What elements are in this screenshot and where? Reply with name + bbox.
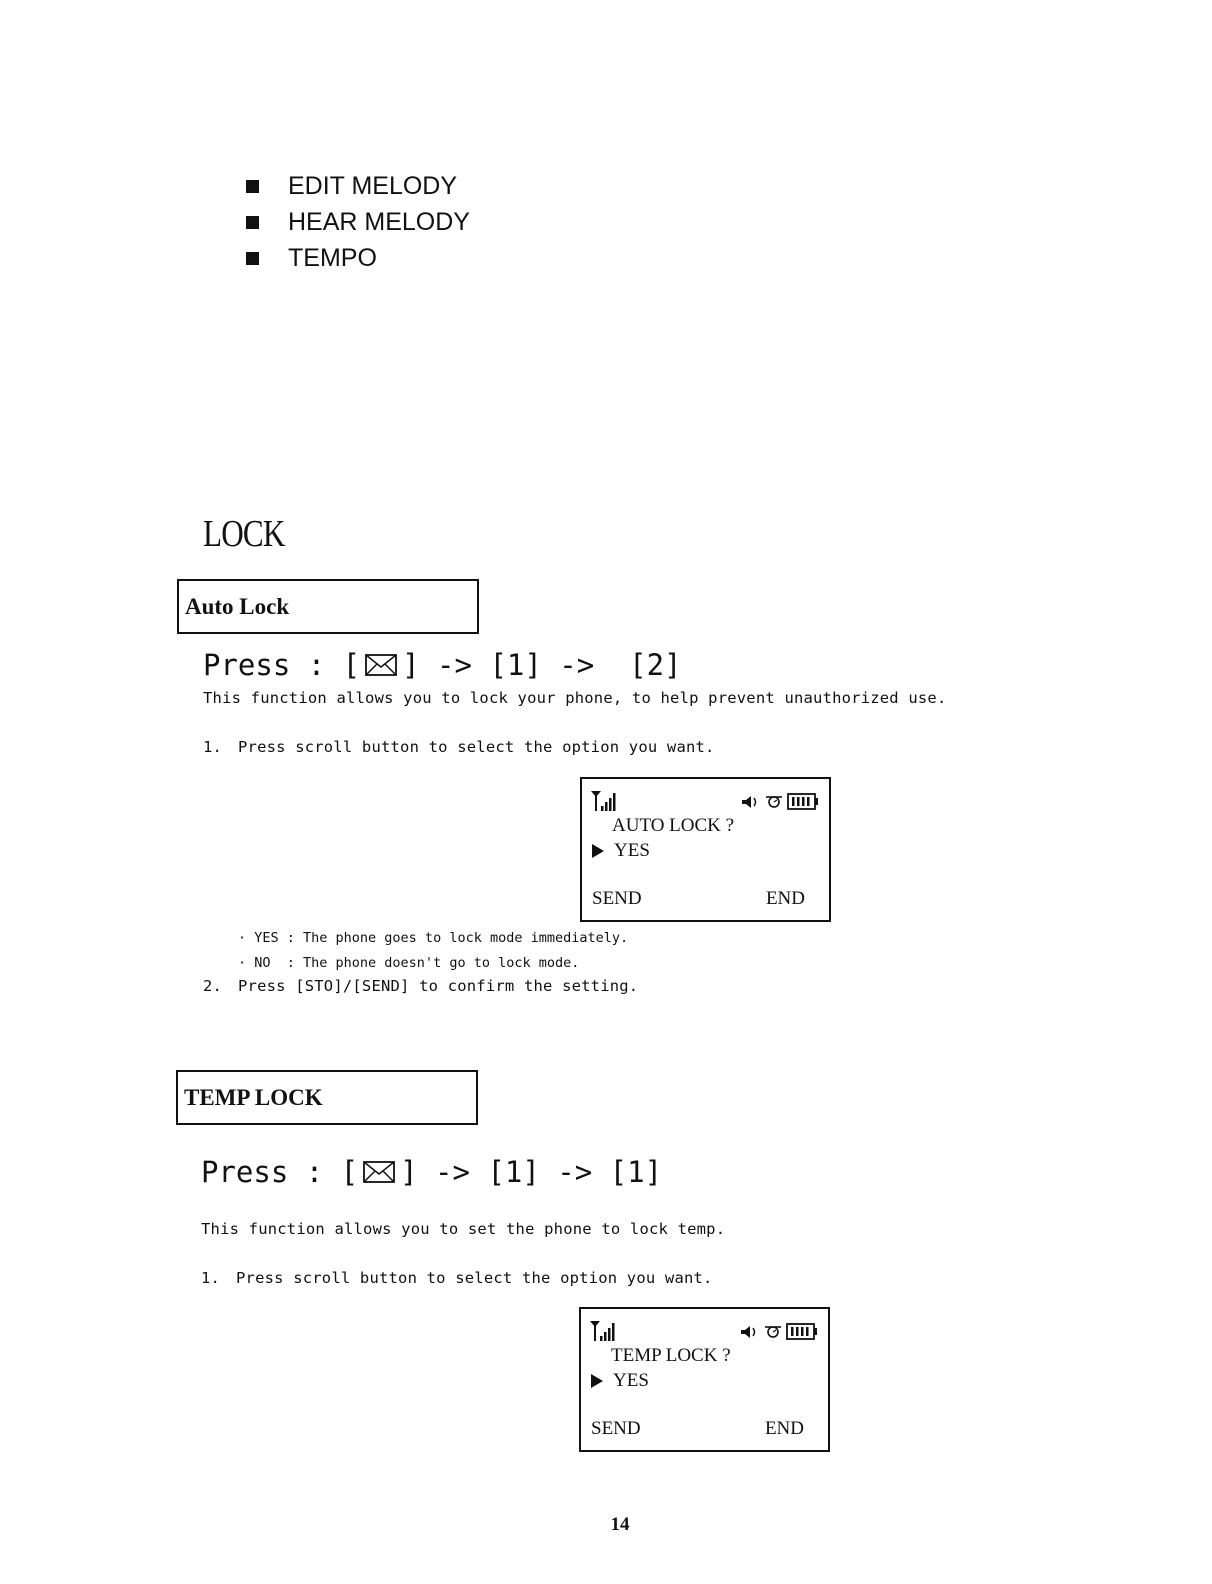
envelope-icon	[364, 652, 398, 678]
press-prefix: Press : [	[203, 648, 361, 682]
square-bullet-icon	[246, 252, 259, 265]
screen-option	[592, 840, 650, 862]
menu-item-hear-melody: HEAR MELODY	[288, 207, 470, 236]
signal-strength-icon	[591, 791, 616, 811]
press-suffix: ] -> [1] -> [2]	[402, 648, 682, 682]
page-number: 14	[610, 1514, 630, 1535]
auto-lock-step-2	[203, 977, 638, 995]
temp-lock-key-sequence	[201, 1155, 662, 1189]
screen-prompt: AUTO LOCK ?	[612, 815, 735, 836]
press-suffix: ] -> [1] -> [1]	[400, 1155, 663, 1189]
section-title: LOCK	[203, 513, 285, 555]
right-softkey-label: END	[764, 1418, 804, 1439]
press-prefix: Press : [	[201, 1155, 359, 1189]
auto-lock-heading: Auto Lock	[185, 593, 290, 619]
alarm-icon	[766, 797, 782, 807]
speaker-icon	[741, 1326, 755, 1338]
left-softkey-label: SEND	[591, 1418, 641, 1439]
option-label: YES	[613, 1370, 649, 1391]
screen-prompt: TEMP LOCK ?	[611, 1345, 731, 1366]
step-text: Press scroll button to select the option you want.	[238, 738, 715, 756]
screen-option	[591, 1370, 649, 1392]
menu-item-tempo: TEMPO	[288, 243, 377, 272]
speaker-icon	[742, 796, 756, 808]
menu-item-edit-melody: EDIT MELODY	[288, 171, 458, 200]
battery-icon	[788, 794, 818, 809]
auto-lock-key-sequence	[203, 648, 682, 682]
square-bullet-icon	[246, 216, 259, 229]
auto-lock-description: This function allows you to lock your phone, to help prevent unauthorized use.	[203, 689, 947, 707]
auto-lock-note-no: · NO : The phone doesn't go to lock mode.	[238, 955, 580, 971]
temp-lock-phone-screen	[579, 1307, 830, 1452]
right-softkey-label: END	[765, 888, 805, 909]
square-bullet-icon	[246, 180, 259, 193]
option-label: YES	[614, 840, 650, 861]
list-item	[246, 204, 470, 240]
melody-options-list	[246, 168, 470, 276]
temp-lock-heading: TEMP LOCK	[184, 1084, 323, 1110]
step-text: Press scroll button to select the option you want.	[236, 1269, 713, 1287]
step-number: 1.	[201, 1269, 221, 1287]
status-bar	[590, 789, 821, 813]
list-item	[246, 240, 470, 276]
signal-strength-icon	[590, 1321, 615, 1341]
step-number: 2.	[203, 977, 223, 995]
temp-lock-heading-box	[176, 1070, 478, 1125]
auto-lock-step-1	[203, 738, 715, 756]
selection-arrow-icon	[591, 1374, 603, 1388]
selection-arrow-icon	[592, 844, 604, 858]
auto-lock-heading-box	[177, 579, 479, 634]
temp-lock-description: This function allows you to set the phone to lock temp.	[201, 1220, 726, 1238]
alarm-icon	[765, 1327, 781, 1337]
left-softkey-label: SEND	[592, 888, 642, 909]
auto-lock-phone-screen	[580, 777, 831, 922]
battery-icon	[787, 1324, 817, 1339]
list-item	[246, 168, 470, 204]
status-bar	[589, 1319, 820, 1343]
step-text: Press [STO]/[SEND] to confirm the setting.	[238, 977, 639, 995]
envelope-icon	[362, 1159, 396, 1185]
temp-lock-step-1	[201, 1269, 713, 1287]
auto-lock-note-yes: · YES : The phone goes to lock mode immediately.	[238, 930, 629, 946]
step-number: 1.	[203, 738, 223, 756]
